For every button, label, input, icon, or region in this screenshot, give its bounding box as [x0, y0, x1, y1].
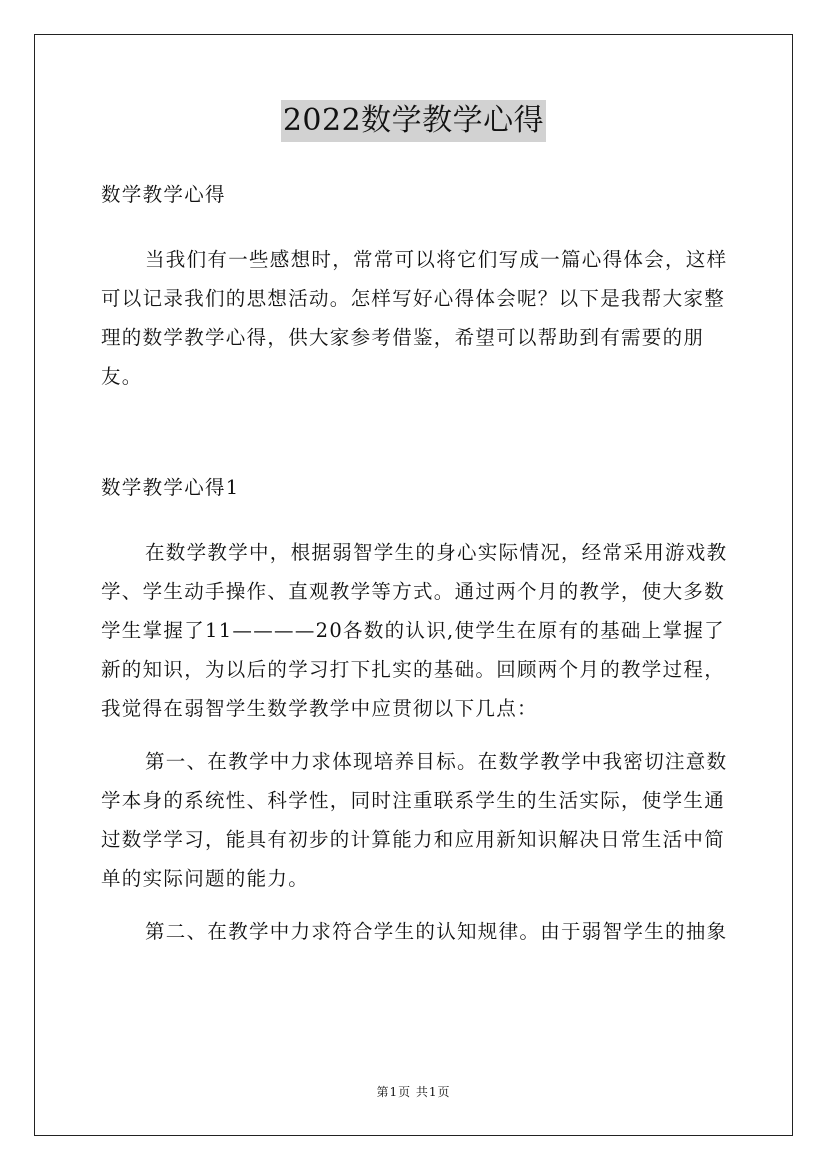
- intro-paragraph: 当我们有一些感想时，常常可以将它们写成一篇心得体会，这样可以记录我们的思想活动。怎样写好心得体会呢？以下是我帮大家整理的数学教学心得，供大家参考借鉴，希望可以帮助到有需要的朋友。: [101, 248, 728, 388]
- document-title: 2022数学教学心得: [281, 100, 546, 142]
- body-paragraph: 在数学教学中，根据弱智学生的身心实际情况，经常采用游戏教学、学生动手操作、直观教学等方式。通过两个月的教学，使大多数学生掌握了11————20各数的认识,使学生在原有的基础上掌握了新的知识，为以后的学习打下扎实的基础。回顾两个月的教学过程，我觉得在弱智学生数学教学中应贯彻以下几点：: [101, 541, 728, 720]
- body-paragraph-point-1: 第一、在教学中力求体现培养目标。在数学教学中我密切注意数学本身的系统性、科学性，同时注重联系学生的生活实际，使学生通过数学学习，能具有初步的计算能力和应用新知识解决日常生活中简单的实际问题的能力。: [101, 750, 728, 890]
- section-heading: 数学教学心得: [101, 183, 226, 206]
- section-heading-1: 数学教学心得1: [101, 476, 240, 499]
- document-body: [101, 175, 731, 965]
- body-paragraph-point-2: 第二、在教学中力求符合学生的认知规律。由于弱智学生的抽象: [145, 920, 728, 943]
- page-footer: 第1页 共1页: [376, 1085, 451, 1099]
- title-container: [0, 100, 827, 142]
